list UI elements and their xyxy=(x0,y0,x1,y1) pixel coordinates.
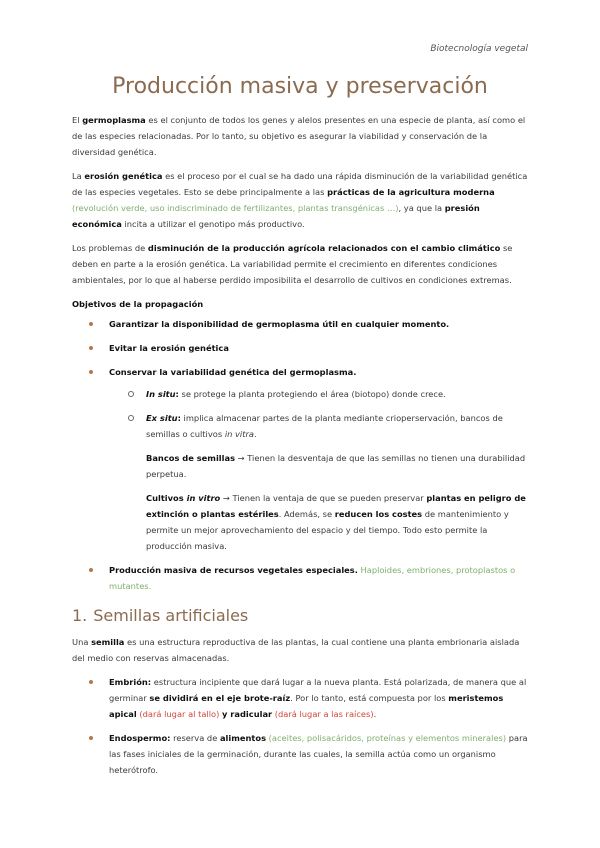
text: . xyxy=(253,429,257,439)
italic-text: in vitra xyxy=(224,429,254,439)
list-item-embrion xyxy=(72,674,530,722)
objective-text: Conservar la variabilidad genética del germoplasma. xyxy=(109,367,357,377)
term-cultivos: Cultivos xyxy=(146,493,187,503)
bullet-icon xyxy=(89,568,93,572)
term-in-vitro: in vitro xyxy=(186,493,221,503)
term-radicular: y radicular xyxy=(222,709,273,719)
text: para las fases iniciales de la germinación, durante las cuales, la semilla actúa como un organismo heterótrofo. xyxy=(109,733,528,775)
list-item-in-situ xyxy=(109,386,530,402)
term-endospermo: Endospermo: xyxy=(109,733,171,743)
paragraph-germoplasma xyxy=(72,112,530,160)
note-bancos xyxy=(146,450,530,482)
objective-text: Garantizar la disponibilidad de germoplasma útil en cualquier momento. xyxy=(109,319,450,329)
term-disminucion: disminución de la producción agrícola relacionados con el cambio climático xyxy=(147,243,501,253)
text: . xyxy=(373,709,377,719)
list-item-ex-situ xyxy=(109,410,530,554)
red-note: (dará lugar al tallo) xyxy=(136,709,220,719)
section-number: 1. xyxy=(72,606,88,625)
term-eje: se dividirá en el eje brote-raíz xyxy=(149,693,291,703)
circle-bullet-icon xyxy=(128,391,134,397)
text: es una estructura reproductiva de las plantas, la cual contiene una planta embrionaria aislada del medio con reservas almacenadas. xyxy=(72,637,520,663)
section-title: Semillas artificiales xyxy=(93,606,249,625)
green-note: (revolución verde, uso indiscriminado de fertilizantes, plantas transgénicas …) xyxy=(72,203,399,213)
term-in-situ: In situ xyxy=(146,389,176,399)
list-item xyxy=(72,562,530,594)
list-item xyxy=(72,316,530,332)
paragraph-erosion xyxy=(72,168,530,232)
colon: : xyxy=(175,389,179,399)
document-body xyxy=(72,112,530,786)
objectives-list xyxy=(72,316,530,594)
running-header: Biotecnología vegetal xyxy=(430,44,528,54)
term-presion: presión económica xyxy=(72,203,480,229)
green-note: (aceites, polisacáridos, proteínas y elementos minerales) xyxy=(266,733,507,743)
text: Una xyxy=(72,637,92,647)
term-practicas: prácticas de la agricultura moderna xyxy=(327,187,495,197)
page-title: Producción masiva y preservación xyxy=(112,74,488,99)
green-note: Haploides, embriones, protoplastos o mutantes. xyxy=(109,565,516,591)
term-bancos: Bancos de semillas xyxy=(146,453,236,463)
term-meristemos: meristemos apical xyxy=(109,693,504,719)
text: incita a utilizar el genotipo más productivo. xyxy=(121,219,305,229)
red-note: (dará lugar a las raíces) xyxy=(272,709,374,719)
objective-text: Evitar la erosión genética xyxy=(109,343,229,353)
bullet-icon xyxy=(89,370,93,374)
text: de mantenimiento y permite un mejor aprovechamiento del espacio y del tiempo. Todo esto permite la producción masiva. xyxy=(146,509,509,551)
term-costes: reducen los costes xyxy=(334,509,423,519)
text: Los problemas de xyxy=(72,243,148,253)
term-germoplasma: germoplasma xyxy=(82,115,146,125)
circle-bullet-icon xyxy=(128,415,134,421)
list-item xyxy=(72,364,530,554)
text: → Tienen la desventaja de que las semillas no tienen una durabilidad perpetua. xyxy=(146,453,526,479)
bullet-icon xyxy=(89,322,93,326)
text: . Además, se xyxy=(278,509,335,519)
bullet-icon xyxy=(89,680,93,684)
text: se deben en parte a la erosión genética. La variabilidad permite el crecimiento en diferentes condiciones ambientales, por lo que al haberse perdido imposibilita el desarrollo de cultivos en condiciones extremas. xyxy=(72,243,513,285)
term-ex-situ: Ex situ xyxy=(146,413,178,423)
term-alimentos: alimentos xyxy=(219,733,267,743)
text: → Tienen la ventaja de que se pueden preservar xyxy=(220,493,427,503)
text: implica almacenar partes de la planta mediante crioperservación, bancos de semillas o cultivos xyxy=(146,413,503,439)
text: estructura incipiente que dará lugar a la nueva planta. Está polarizada, de manera que al germinar xyxy=(109,677,527,703)
sublist xyxy=(109,386,530,554)
section-heading xyxy=(72,608,530,624)
text: se protege la planta protegiendo el área (biotopo) donde crece. xyxy=(178,389,446,399)
text: La xyxy=(72,171,85,181)
term-embrion: Embrión: xyxy=(109,677,152,687)
note-cultivos xyxy=(146,490,530,554)
text: El xyxy=(72,115,83,125)
text: reserva de xyxy=(170,733,220,743)
seed-parts-list xyxy=(72,674,530,778)
text: , ya que la xyxy=(398,203,445,213)
term-semilla: semilla xyxy=(91,637,125,647)
bullet-icon xyxy=(89,346,93,350)
paragraph-problemas xyxy=(72,240,530,288)
text: es el proceso por el cual se ha dado una rápida disminución de la variabilidad genética de las especies vegetales. Esto se debe principalmente a las xyxy=(72,171,528,197)
paragraph-semilla xyxy=(72,634,530,666)
text: es el conjunto de todos los genes y alelos presentes en una especie de planta, así como el de las especies relacionadas. Por lo tanto, su objetivo es asegurar la viabilidad y conservación de la diversidad genética. xyxy=(72,115,526,157)
text: . Por lo tanto, está compuesta por los xyxy=(290,693,449,703)
objective-text: Producción masiva de recursos vegetales especiales. xyxy=(109,565,358,575)
list-item xyxy=(72,340,530,356)
bullet-icon xyxy=(89,736,93,740)
objectives-heading: Objetivos de la propagación xyxy=(72,299,204,309)
term-plantas-peligro: plantas en peligro de extinción o plantas estériles xyxy=(146,493,526,519)
term-erosion: erosión genética xyxy=(84,171,163,181)
list-item-endospermo xyxy=(72,730,530,778)
colon: : xyxy=(177,413,181,423)
